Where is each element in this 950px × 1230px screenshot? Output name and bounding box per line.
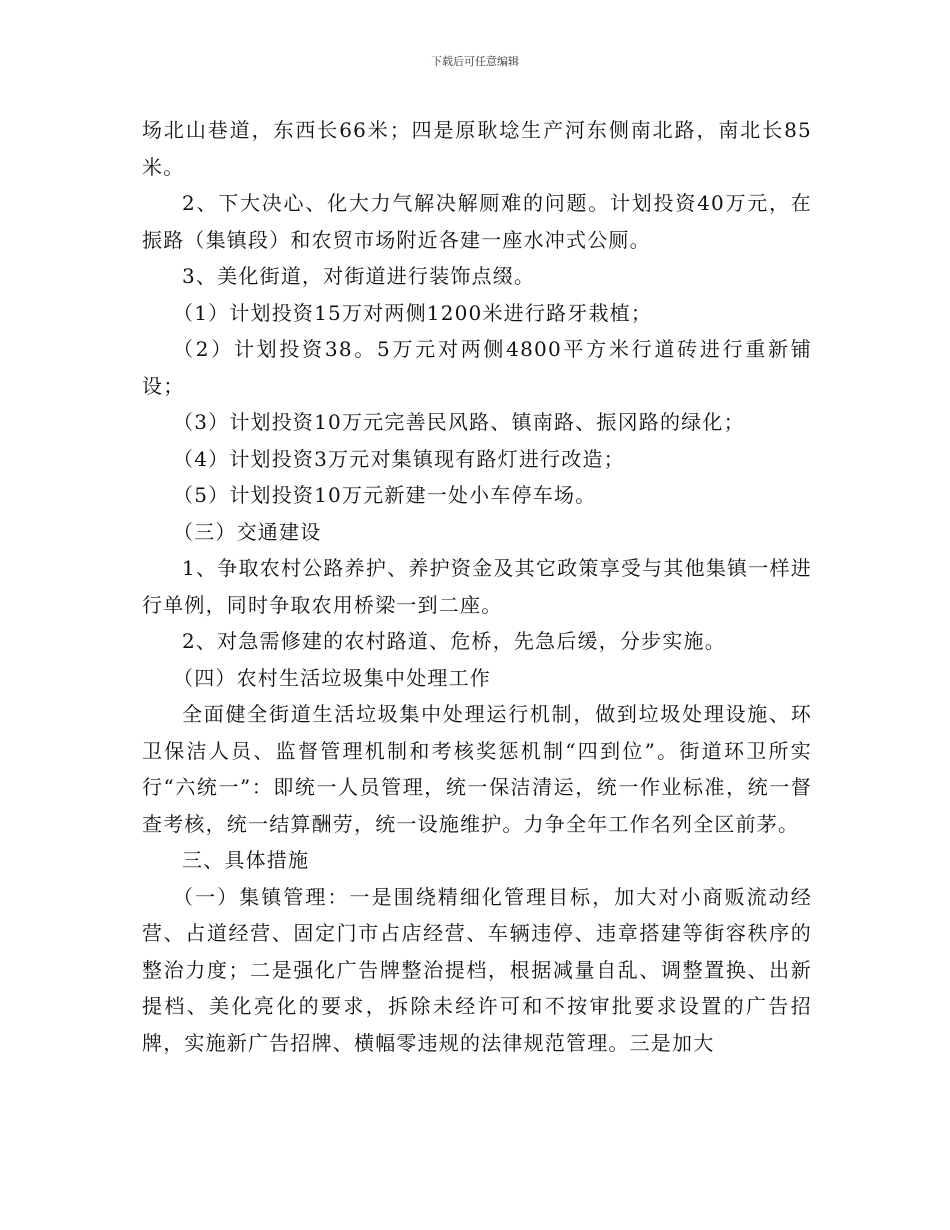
section-heading-transport: （三）交通建设 [173,519,322,544]
paragraph-6: （3）计划投资10万元完善民风路、镇南路、振冈路的绿化； [173,410,745,434]
paragraph-8: （5）计划投资10万元新建一处小车停车场。 [173,483,597,507]
page-header: 下载后可任意编辑 [431,55,519,68]
paragraph-15: （一）集镇管理：一是围绕精细化管理目标，加大对小商贩流动经营、占道经营、固定门市占店经营、车辆违停、违章搭建等街容秩序的整治力度；二是强化广告牌整治提档，根据减量自乱、调整置换、出新提档、美化亮化的要求，拆除未经许可和不按审批要求设置的广告招牌，实施新广告招牌、横幅零违规的法律规范管理。三是加大 [142,884,812,1055]
paragraph-13: 全面健全街道生活垃圾集中处理运行机制，做到垃圾处理设施、环卫保洁人员、监督管理机制和考核奖惩机制“四到位”。街道环卫所实行“六统一”：即统一人员管理，统一保洁清运，统一作业标准，统一督查考核，统一结算酬劳，统一设施维护。力争全年工作名列全区前茅。 [142,702,812,836]
paragraph-3: 3、美化街道，对街道进行装饰点缀。 [182,264,536,288]
paragraph-7: （4）计划投资3万元对集镇现有路灯进行改造； [173,446,625,471]
paragraph-11: 2、对急需修建的农村路道、危桥，先急后缓，分步实施。 [182,629,726,653]
document-body [142,112,812,1061]
section-heading-measures: 三、具体措施 [182,848,310,872]
paragraph-4: （1）计划投资15万对两侧1200米进行路牙栽植； [173,300,653,325]
paragraph-1: 场北山巷道，东西长66米；四是原耿埝生产河东侧南北路，南北长85米。 [142,118,812,179]
paragraph-2: 2、下大决心、化大力气解决解厕难的问题。计划投资40万元，在振路（集镇段）和农贸市场附近各建一座水冲式公厕。 [142,191,812,252]
section-heading-garbage: （四）农村生活垃圾集中处理工作 [173,665,491,690]
paragraph-5: （2）计划投资38。5万元对两侧4800平方米行道砖进行重新铺设； [142,337,812,398]
paragraph-10: 1、争取农村公路养护、养护资金及其它政策享受与其他集镇一样进行单例，同时争取农用桥梁一到二座。 [142,556,812,617]
